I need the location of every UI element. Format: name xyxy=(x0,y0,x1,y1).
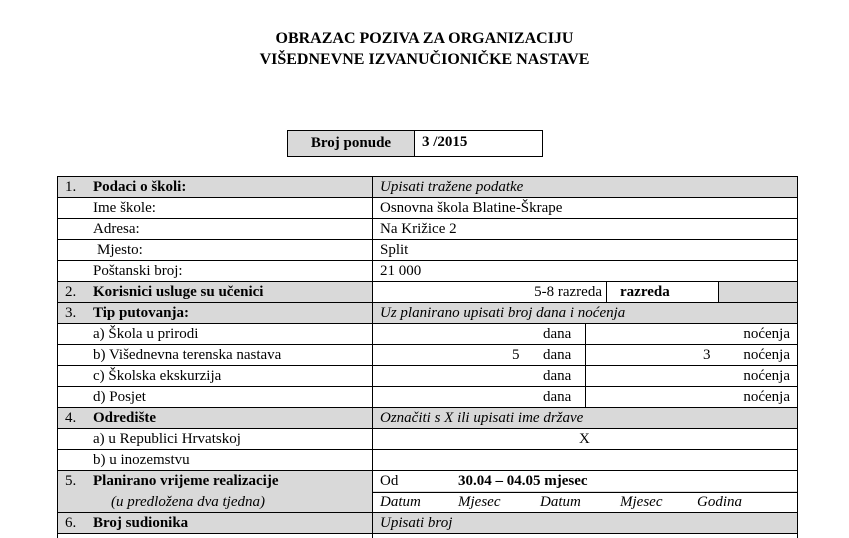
trip-type-b-days: 5 xyxy=(512,347,520,363)
school-name-row xyxy=(57,197,798,218)
grades-unit: razreda xyxy=(620,284,670,300)
postal-code-value: 21 000 xyxy=(380,263,422,279)
section-1-hint: Upisati tražene podatke xyxy=(380,179,524,195)
offer-number-value: 3 /2015 xyxy=(422,134,468,150)
section-3-title: Tip putovanja: xyxy=(93,305,190,321)
grades-unit-cell xyxy=(607,282,718,302)
section-5-row xyxy=(57,470,798,512)
trip-type-c-nights-unit: noćenja xyxy=(743,368,790,384)
trip-type-d-row xyxy=(57,386,798,407)
section-6-number: 6. xyxy=(65,515,77,531)
postal-code-label: Poštanski broj: xyxy=(93,263,183,279)
column-divider-grades xyxy=(606,281,607,302)
trip-type-b-nights-unit: noćenja xyxy=(743,347,790,363)
city-label: Mjesto: xyxy=(97,242,143,258)
trip-type-a-nights-unit: noćenja xyxy=(743,326,790,342)
city-value: Split xyxy=(380,242,409,258)
destination-croatia-label: a) u Republici Hrvatskoj xyxy=(93,431,241,447)
trip-type-d-days-unit: dana xyxy=(543,389,572,405)
section-3-number: 3. xyxy=(65,305,77,321)
column-divider-days-nights xyxy=(585,323,586,407)
address-row xyxy=(57,218,798,239)
section-1-title: Podaci o školi: xyxy=(93,179,187,195)
realization-dates: 30.04 – 04.05 mjesec xyxy=(458,473,588,489)
section-5-title: Planirano vrijeme realizacije xyxy=(93,473,279,489)
column-divider-grades-end xyxy=(718,281,719,302)
date-header-month-1: Mjesec xyxy=(458,494,501,510)
trip-type-b-row xyxy=(57,344,798,365)
section-3-header-row xyxy=(57,302,798,323)
destination-abroad-label: b) u inozemstvu xyxy=(93,452,190,468)
destination-croatia-mark: X xyxy=(579,431,590,447)
destination-croatia-row xyxy=(57,428,798,449)
destination-abroad-row xyxy=(57,449,798,470)
section-2-title: Korisnici usluge su učenici xyxy=(93,284,264,300)
section-3-hint: Uz planirano upisati broj dana i noćenja xyxy=(380,305,626,321)
section-4-hint: Označiti s X ili upisati ime države xyxy=(380,410,584,426)
trip-type-b-nights: 3 xyxy=(703,347,711,363)
date-header-day-2: Datum xyxy=(540,494,581,510)
grades-cell xyxy=(372,282,606,302)
trip-type-c-days-unit: dana xyxy=(543,368,572,384)
trip-type-a-label: a) Škola u prirodi xyxy=(93,326,199,342)
section-4-title: Odredište xyxy=(93,410,157,426)
postal-code-row xyxy=(57,260,798,281)
form-title-line2: VIŠEDNEVNE IZVANUČIONIČKE NASTAVE xyxy=(259,51,590,68)
section-4-header-row xyxy=(57,407,798,428)
date-header-day-1: Datum xyxy=(380,494,421,510)
school-name-value: Osnovna škola Blatine-Škrape xyxy=(380,200,563,216)
section-6-next-row xyxy=(57,533,798,538)
realization-dates-cell xyxy=(372,471,798,491)
city-row xyxy=(57,239,798,260)
date-headers-cell xyxy=(372,492,798,512)
trip-type-c-label: c) Školska ekskurzija xyxy=(93,368,222,384)
trip-type-a-row xyxy=(57,323,798,344)
trip-type-d-nights-unit: noćenja xyxy=(743,389,790,405)
address-value: Na Križice 2 xyxy=(380,221,457,237)
trip-type-b-days-unit: dana xyxy=(543,347,572,363)
address-label: Adresa: xyxy=(93,221,140,237)
school-name-label: Ime škole: xyxy=(93,200,156,216)
section-6-title: Broj sudionika xyxy=(93,515,189,531)
section-5-subtitle: (u predložena dva tjedna) xyxy=(111,494,265,510)
section-6-hint: Upisati broj xyxy=(380,515,453,531)
section-2-row xyxy=(57,281,798,302)
section-2-number: 2. xyxy=(65,284,77,300)
offer-number-box xyxy=(287,130,543,157)
section-4-number: 4. xyxy=(65,410,77,426)
trip-type-c-row xyxy=(57,365,798,386)
date-header-month-2: Mjesec xyxy=(620,494,663,510)
trip-type-a-days-unit: dana xyxy=(543,326,572,342)
trip-type-d-label: d) Posjet xyxy=(93,389,146,405)
section-1-number: 1. xyxy=(65,179,77,195)
date-header-year: Godina xyxy=(697,494,742,510)
column-divider-main xyxy=(372,176,373,538)
realization-from-label: Od xyxy=(380,473,399,489)
grades-value: 5-8 razreda xyxy=(534,284,602,300)
trip-type-b-label: b) Višednevna terenska nastava xyxy=(93,347,282,363)
section-5-number: 5. xyxy=(65,473,77,489)
offer-number-label: Broj ponude xyxy=(288,131,415,156)
section-1-header-row xyxy=(57,176,798,197)
form-title-line1: OBRAZAC POZIVA ZA ORGANIZACIJU xyxy=(275,30,574,47)
